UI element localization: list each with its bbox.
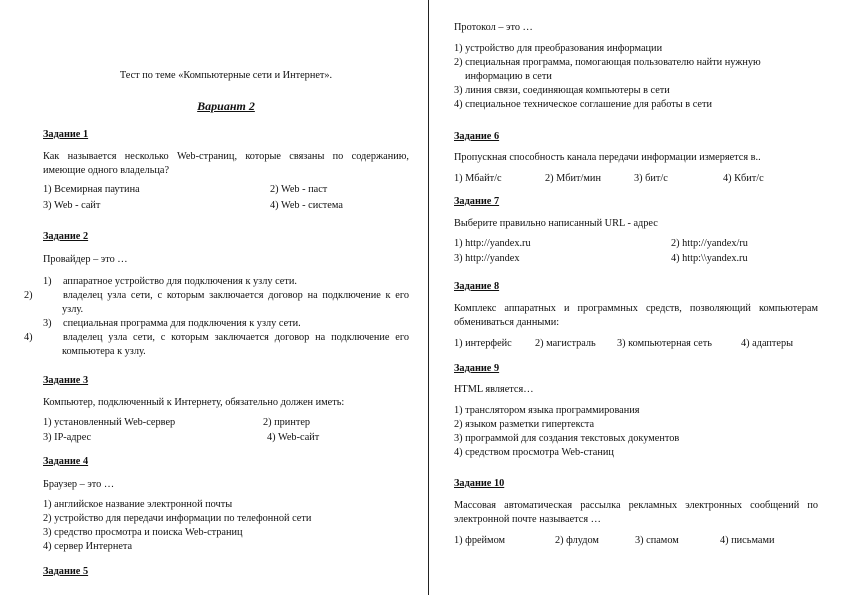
task-3-question: Компьютер, подключенный к Интернету, обязательно должен иметь: [43,397,345,408]
task-10-option-1[interactable]: 1) фреймом [454,535,506,546]
task-6-option-3[interactable]: 3) бит/с [634,173,668,184]
task-2-option-3-text: специальная программа для подключения к узлу сети. [63,318,301,329]
task-10-option-4[interactable]: 4) письмами [720,535,775,546]
task-2-option-1-number: 1) [43,276,52,287]
task-5-option-1[interactable]: 1) устройство для преобразования информации [454,43,663,54]
task-3-option-2[interactable]: 2) принтер [263,417,311,428]
task-9-option-2[interactable]: 2) языком разметки гипертекста [454,419,595,430]
task-1-option-1[interactable]: 1) Всемирная паутина [43,184,140,195]
task-7-heading: Задание 7 [454,196,500,207]
task-6-option-2[interactable]: 2) Мбит/мин [545,173,601,184]
task-2-option-3-number: 3) [43,318,52,329]
task-5-option-3[interactable]: 3) линия связи, соединяющая компьютеры в сети [454,85,670,96]
task-4-heading: Задание 4 [43,456,89,467]
task-8-option-3[interactable]: 3) компьютерная сеть [617,338,712,349]
task-8-option-1[interactable]: 1) интерфейс [454,338,512,349]
task-10-heading: Задание 10 [454,478,505,489]
task-7-option-2[interactable]: 2) http://yandex/ru [671,238,748,249]
task-10-option-3[interactable]: 3) спамом [635,535,679,546]
task-5-option-2-continued[interactable]: информацию в сети [465,71,552,82]
task-4-option-1[interactable]: 1) английское название электронной почты [43,499,233,510]
task-4-option-2[interactable]: 2) устройство для передачи информации по телефонной сети [43,513,312,524]
task-1-question: Как называется несколько Web-страниц, которые связаны по содержанию, имеющие одного владельца? [43,151,409,176]
task-7-option-3[interactable]: 3) http://yandex [454,253,520,264]
variant-heading: Вариант 2 [197,99,255,113]
task-8-option-2[interactable]: 2) магистраль [535,338,596,349]
task-6-options-row [454,172,818,186]
task-2-option-2[interactable] [24,289,409,317]
task-2-option-1-text: аппаратное устройство для подключения к узлу сети. [63,276,297,287]
task-3-option-3[interactable]: 3) IP-адрес [43,432,92,443]
task-2-option-4-number: 4) [24,332,33,343]
task-6-heading: Задание 6 [454,131,500,142]
task-1-options-row-2 [43,199,409,213]
task-2-option-4-text: владелец узла сети, с которым заключается договор на подключение его компьютера к узлу. [62,332,409,357]
task-2-option-4[interactable] [24,331,409,359]
task-5-heading: Задание 5 [43,566,89,577]
task-10-question: Массовая автоматическая рассылка рекламных электронных сообщений по электронной почте называется … [454,500,818,525]
task-8-options-row [454,337,818,351]
task-5-option-2[interactable]: 2) специальная программа, помогающая пользователю найти нужную [454,57,761,68]
task-5-option-4[interactable]: 4) специальное техническое соглашение для работы в сети [454,99,712,110]
task-10-option-2[interactable]: 2) флудом [555,535,599,546]
task-3-heading: Задание 3 [43,375,89,386]
task-8-question: Комплекс аппаратных и программных средств, позволяющий компьютерам обмениваться данными: [454,303,818,328]
task-10-options-row [454,534,818,548]
task-1-option-4[interactable]: 4) Web - система [270,200,343,211]
task-2-option-2-text: владелец узла сети, с которым заключается договор на подключение к его узлу. [62,290,409,315]
task-2-question: Провайдер – это … [43,254,128,265]
task-7-question: Выберите правильно написанный URL - адрес [454,218,658,229]
task-7-option-4[interactable]: 4) http:\\yandex.ru [671,253,748,264]
task-7-option-1[interactable]: 1) http://yandex.ru [454,238,531,249]
task-9-heading: Задание 9 [454,363,500,374]
task-3-option-4[interactable]: 4) Web-сайт [267,432,320,443]
task-6-option-4[interactable]: 4) Кбит/с [723,173,764,184]
task-9-question: HTML является… [454,384,534,395]
task-7-options-row-2 [454,252,818,266]
task-2-option-3[interactable] [43,317,409,331]
task-2-option-1[interactable] [43,275,409,289]
task-6-question: Пропускная способность канала передачи информации измеряется в.. [454,152,761,163]
task-3-options-row-1 [43,416,409,430]
task-6-option-1[interactable]: 1) Мбайт/с [454,173,502,184]
task-1-options-row-1 [43,183,409,197]
task-2-option-2-number: 2) [24,290,33,301]
task-4-question: Браузер – это … [43,479,115,490]
task-8-heading: Задание 8 [454,281,500,292]
task-9-option-1[interactable]: 1) транслятором языка программирования [454,405,640,416]
task-1-option-2[interactable]: 2) Web - паст [270,184,328,195]
task-3-option-1[interactable]: 1) установленный Web-сервер [43,417,176,428]
task-2-heading: Задание 2 [43,231,89,242]
column-divider [428,0,429,595]
task-4-option-3[interactable]: 3) средство просмотра и поиска Web-страниц [43,527,243,538]
task-9-option-3[interactable]: 3) программой для создания текстовых документов [454,433,680,444]
task-8-option-4[interactable]: 4) адаптеры [741,338,794,349]
task-1-option-3[interactable]: 3) Web - сайт [43,200,101,211]
test-title: Тест по теме «Компьютерные сети и Интернет». [119,70,333,81]
task-3-options-row-2 [43,431,409,445]
task-4-option-4[interactable]: 4) сервер Интернета [43,541,133,552]
task-1-heading: Задание 1 [43,129,89,140]
task-7-options-row-1 [454,237,818,251]
task-9-option-4[interactable]: 4) средством просмотра Web-станиц [454,447,614,458]
task-5-question: Протокол – это … [454,22,533,33]
